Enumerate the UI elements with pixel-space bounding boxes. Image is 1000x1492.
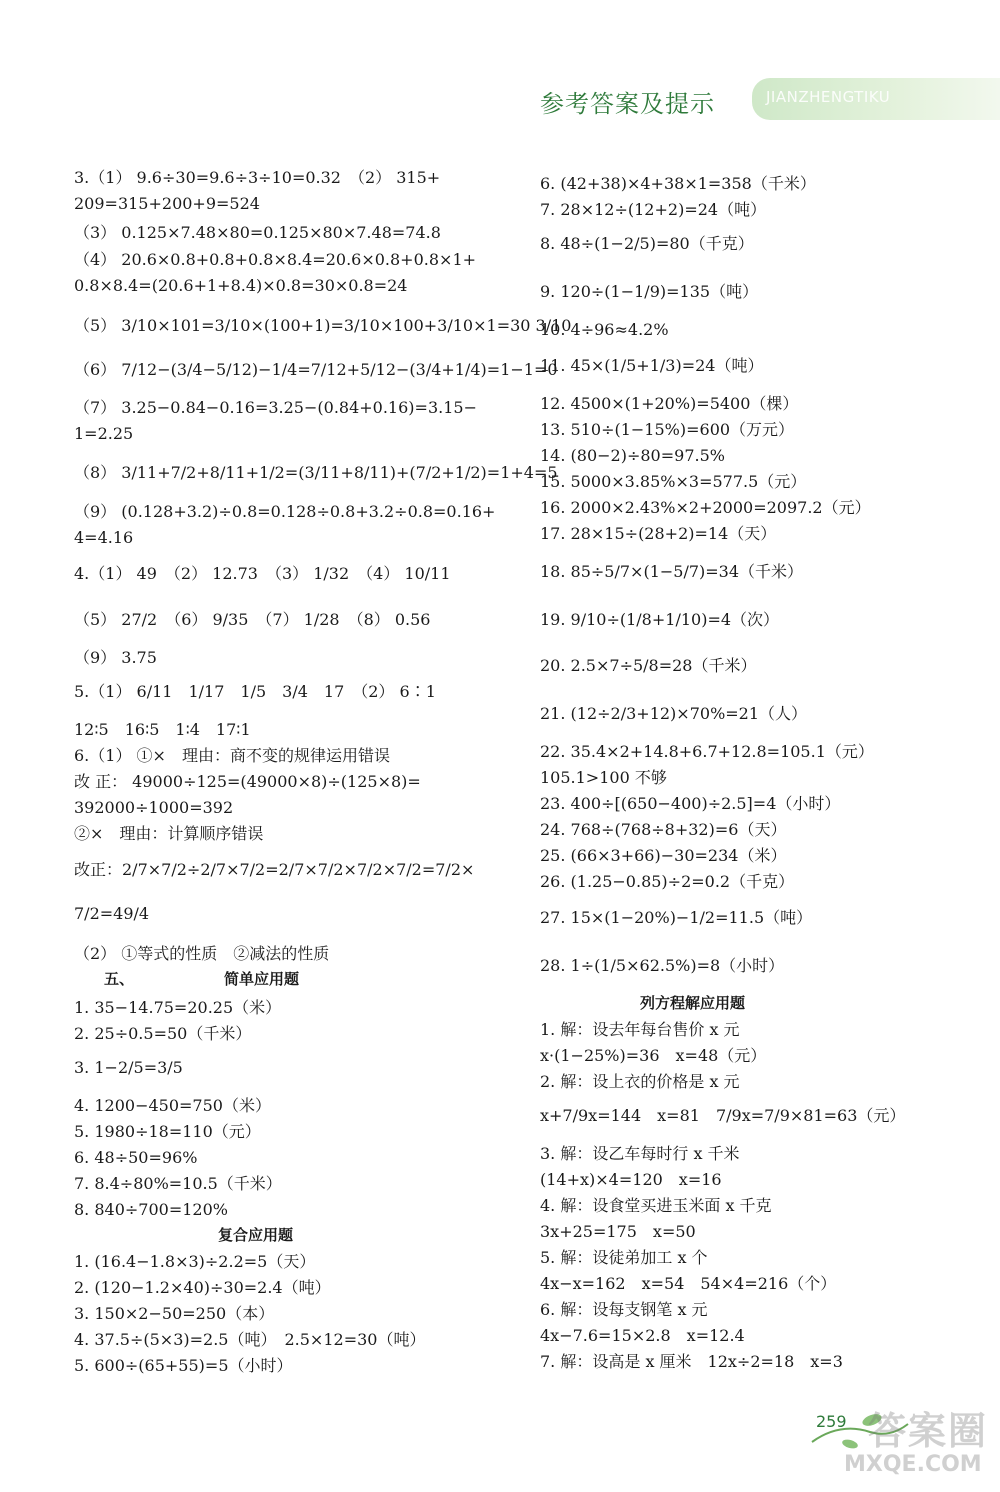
header-band	[752, 78, 1000, 120]
answer-line: 3. 1−2/5=3/5	[74, 1058, 183, 1077]
answer-line: 4. 解：设食堂买进玉米面 x 千克	[540, 1196, 772, 1215]
watermark-logo: 答案圈	[868, 1409, 989, 1453]
answer-line: 25. (66×3+66)−30=234（米）	[540, 846, 787, 865]
answer-line: （8） 3/11+7/2+8/11+1/2=(3/11+8/11)+(7/2+1/2)=1+4=5	[74, 463, 558, 482]
answer-line: 9. 120÷(1−1/9)=135（吨）	[540, 282, 759, 301]
answer-line: 8. 840÷700=120%	[74, 1200, 228, 1219]
section-title-equation: 列方程解应用题	[640, 994, 746, 1012]
answer-line: 2. 25÷0.5=50（千米）	[74, 1024, 252, 1043]
answer-line: 2. 解：设上衣的价格是 x 元	[540, 1072, 740, 1091]
answer-line: （4） 20.6×0.8+0.8+0.8×8.4=20.6×0.8+0.8×1+	[74, 250, 477, 269]
answer-line: 5. 1980÷18=110（元）	[74, 1122, 261, 1141]
answer-line: 10. 4÷96≈4.2%	[540, 320, 669, 339]
answer-line: 19. 9/10÷(1/8+1/10)=4（次）	[540, 610, 780, 629]
answer-line: 5. 解：设徒弟加工 x 个	[540, 1248, 708, 1267]
answer-line: 16. 2000×2.43%×2+2000=2097.2（元）	[540, 498, 871, 517]
answer-line: （6） 7/12−(3/4−5/12)−1/4=7/12+5/12−(3/4+1/4)=1−1=0	[74, 360, 558, 379]
answer-line: 23. 400÷[(650−400)÷2.5]=4（小时）	[540, 794, 841, 813]
answer-line: 12. 4500×(1+20%)=5400（棵）	[540, 394, 799, 413]
answer-line: （9） 3.75	[74, 648, 157, 667]
answer-line: x+7/9x=144 x=81 7/9x=7/9×81=63（元）	[540, 1106, 906, 1125]
answer-line: 1. (16.4−1.8×3)÷2.2=5（天）	[74, 1252, 316, 1271]
answer-line: 6. 解：设每支钢笔 x 元	[540, 1300, 708, 1319]
answer-line: （5） 27/2 （6） 9/35 （7） 1/28 （8） 0.56	[74, 610, 431, 629]
section-title-simple: 简单应用题	[224, 970, 300, 988]
answer-line: 4=4.16	[74, 528, 134, 547]
answer-line: 20. 2.5×7÷5/8=28（千米）	[540, 656, 757, 675]
answer-line: 7. 解：设高是 x 厘米 12x÷2=18 x=3	[540, 1352, 843, 1371]
answer-line: （7） 3.25−0.84−0.16=3.25−(0.84+0.16)=3.15−	[74, 398, 477, 417]
answer-line: ②× 理由：计算顺序错误	[74, 824, 264, 843]
answer-line: x·(1−25%)=36 x=48（元）	[540, 1046, 767, 1065]
answer-line: 28. 1÷(1/5×62.5%)=8（小时）	[540, 956, 785, 975]
answer-line: 3.（1） 9.6÷30=9.6÷3÷10=0.32 （2） 315+	[74, 168, 441, 187]
answer-line: 11. 45×(1/5+1/3)=24（吨）	[540, 356, 764, 375]
answer-line: 7/2=49/4	[74, 904, 150, 923]
section-number: 五、	[104, 970, 135, 988]
answer-line: 15. 5000×3.85%×3=577.5（元）	[540, 472, 807, 491]
answer-line: 209=315+200+9=524	[74, 194, 260, 213]
answer-line: 27. 15×(1−20%)−1/2=11.5（吨）	[540, 908, 813, 927]
answer-line: 2. (120−1.2×40)÷30=2.4（吨）	[74, 1278, 331, 1297]
answer-line: 3x+25=175 x=50	[540, 1222, 696, 1241]
answer-line: 13. 510÷(1−15%)=600（万元）	[540, 420, 795, 439]
answer-line: 4. 37.5÷(5×3)=2.5（吨） 2.5×12=30（吨）	[74, 1330, 426, 1349]
answer-line: 1. 解：设去年每台售价 x 元	[540, 1020, 740, 1039]
answer-line: 改 正： 49000÷125=(49000×8)÷(125×8)=	[74, 772, 421, 791]
answer-line: 改正：2/7×7/2÷2/7×7/2=2/7×7/2×7/2×7/2=7/2×	[74, 860, 475, 879]
answer-line: 12∶5 16∶5 1∶4 17∶1	[74, 720, 251, 739]
answer-line: 4.（1） 49 （2） 12.73 （3） 1/32 （4） 10/11	[74, 564, 451, 583]
answer-line: 17. 28×15÷(28+2)=14（天）	[540, 524, 777, 543]
answer-line: 5.（1） 6/11 1/17 1/5 3/4 17 （2） 6∶1	[74, 682, 436, 701]
answer-line: 7. 8.4÷80%=10.5（千米）	[74, 1174, 282, 1193]
answer-line: 5. 600÷(65+55)=5（小时）	[74, 1356, 293, 1375]
answer-line: （9） (0.128+3.2)÷0.8=0.128÷0.8+3.2÷0.8=0.16+	[74, 502, 496, 521]
answer-line: (14+x)×4=120 x=16	[540, 1170, 722, 1189]
answer-line: 8. 48÷(1−2/5)=80（千克）	[540, 234, 754, 253]
answer-line: 0.8×8.4=(20.6+1+8.4)×0.8=30×0.8=24	[74, 276, 408, 295]
answer-line: 6.（1） ①× 理由：商不变的规律运用错误	[74, 746, 390, 765]
answer-line: 4x−7.6=15×2.8 x=12.4	[540, 1326, 745, 1345]
answer-line: （3） 0.125×7.48×80=0.125×80×7.48=74.8	[74, 223, 441, 242]
page-header-title: 参考答案及提示	[540, 90, 715, 118]
answer-line: 4. 1200−450=750（米）	[74, 1096, 271, 1115]
answer-line: 1=2.25	[74, 424, 134, 443]
answer-line: 14. (80−2)÷80=97.5%	[540, 446, 725, 465]
answer-line: 1. 35−14.75=20.25（米）	[74, 998, 282, 1017]
answer-line: 7. 28×12÷(12+2)=24（吨）	[540, 200, 767, 219]
answer-line: 3. 解：设乙车每时行 x 千米	[540, 1144, 740, 1163]
header-band-text: JIANZHENGTIKU	[766, 88, 891, 106]
section-title-composite: 复合应用题	[218, 1226, 294, 1244]
answer-line: 6. (42+38)×4+38×1=358（千米）	[540, 174, 816, 193]
answer-line: 3. 150×2−50=250（本）	[74, 1304, 275, 1323]
watermark-url: MXQE.COM	[844, 1452, 982, 1477]
answer-line: （5） 3/10×101=3/10×(100+1)=3/10×100+3/10×1=30 3/10	[74, 316, 572, 335]
answer-line: 22. 35.4×2+14.8+6.7+12.8=105.1（元）	[540, 742, 874, 761]
answer-line: 6. 48÷50=96%	[74, 1148, 198, 1167]
answer-line: （2） ①等式的性质 ②减法的性质	[74, 944, 330, 963]
answer-line: 4x−x=162 x=54 54×4=216（个）	[540, 1274, 837, 1293]
answer-line: 24. 768÷(768÷8+32)=6（天）	[540, 820, 787, 839]
answer-line: 105.1>100 不够	[540, 768, 667, 787]
answer-line: 21. (12÷2/3+12)×70%=21（人）	[540, 704, 808, 723]
answer-line: 392000÷1000=392	[74, 798, 234, 817]
page-number: 259	[816, 1412, 847, 1431]
answer-line: 26. (1.25−0.85)÷2=0.2（千克）	[540, 872, 795, 891]
answer-line: 18. 85÷5/7×(1−5/7)=34（千米）	[540, 562, 804, 581]
